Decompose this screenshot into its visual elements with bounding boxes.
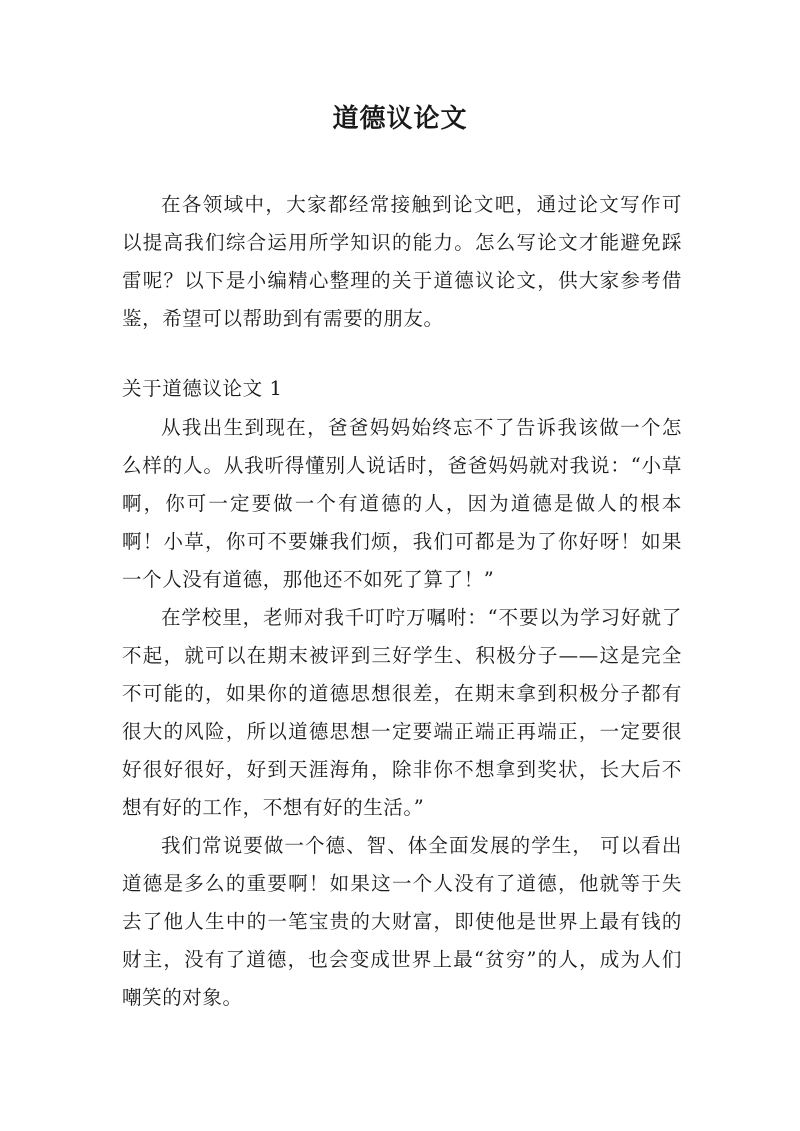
essay-paragraph-1: 从我出生到现在，爸爸妈妈始终忘不了告诉我该做一个怎么样的人。从我听得懂别人说话时，爸爸妈妈就对我说：“小草啊，你可一定要做一个有道德的人，因为道德是做人的根本啊！小草，你可不要嫌我们烦，我们可都是为了你好呀！如果一个人没有道德，那他还不如死了算了！” xyxy=(122,416,682,591)
document-title: 道德议论文 xyxy=(332,104,468,134)
essay-paragraph-2: 在学校里，老师对我千叮咛万嘱咐：“不要以为学习好就了不起，就可以在期末被评到三好学生、积极分子——这是完全不可能的，如果你的道德思想很差，在期末拿到积极分子都有很大的风险，所以道德思想一定要端正端正再端正，一定要很好很好很好，好到天涯海角，除非你不想拿到奖状，长大后不想有好的工作，不想有好的生活。” xyxy=(122,606,682,819)
essay-body xyxy=(122,409,682,1017)
intro-paragraph: 在各领域中，大家都经常接触到论文吧，通过论文写作可以提高我们综合运用所学知识的能力。怎么写论文才能避免踩雷呢？以下是小编精心整理的关于道德议论文，供大家参考借鉴，希望可以帮助到有需要的朋友。 xyxy=(122,193,682,330)
essay-paragraph-3: 我们常说要做一个德、智、体全面发展的学生， 可以看出道德是多么的重要啊！如果这一个人没有了道德，他就等于失去了他人生中的一笔宝贵的大财富，即使他是世界上最有钱的财主，没有了道德，也会变成世界上最“贫穷”的人，成为人们嘲笑的对象。 xyxy=(122,834,682,1009)
intro-block xyxy=(122,186,682,338)
section-heading: 关于道德议论文 1 xyxy=(122,377,283,400)
